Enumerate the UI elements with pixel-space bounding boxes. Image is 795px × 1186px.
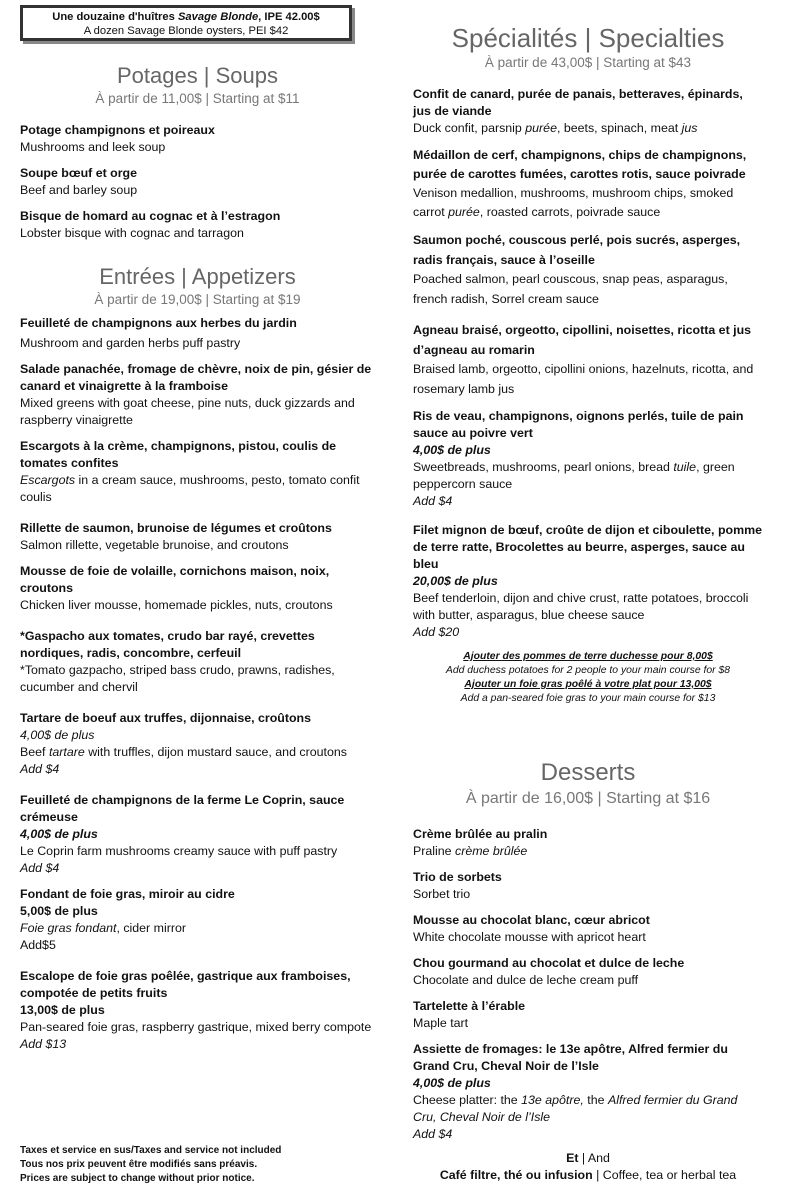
item-en: Mushrooms and leek soup bbox=[20, 140, 166, 154]
note-line: Ajouter un foie gras poêlé à votre plat pour 13,00$ bbox=[464, 679, 712, 690]
menu-item bbox=[20, 792, 375, 877]
drinks-line-1: Et | And bbox=[566, 1151, 610, 1165]
item-en: Salmon rillette, vegetable brunoise, and croutons bbox=[20, 538, 289, 552]
item-fr: Salade panachée, fromage de chèvre, noix de pin, gésier de canard et vinaigrette à la framboise bbox=[20, 362, 372, 393]
item-en: Maple tart bbox=[413, 1016, 469, 1030]
item-en: Mixed greens with goat cheese, pine nuts, duck gizzards and raspberry vinaigrette bbox=[20, 396, 355, 427]
item-add: Add $4 bbox=[413, 1127, 453, 1141]
specialties-title: Spécialités | Specialties bbox=[451, 23, 725, 53]
note-line: Add a pan-seared foie gras to your main course for $13 bbox=[460, 693, 716, 704]
drinks-line-2: Café filtre, thé ou infusion | Coffee, tea or herbal tea bbox=[439, 1168, 737, 1182]
appetizers-title: Entrées | Appetizers bbox=[99, 264, 296, 289]
item-en: Beef tenderloin, dijon and chive crust, ratte potatoes, broccoli with butter, asparagus, blue cheese sauce bbox=[413, 591, 749, 622]
item-supplement: 4,00$ de plus bbox=[413, 443, 491, 457]
tax-footer bbox=[20, 1144, 281, 1186]
item-en: White chocolate mousse with apricot heart bbox=[413, 930, 646, 944]
drinks-footer bbox=[413, 1150, 763, 1184]
item-supplement: 5,00$ de plus bbox=[20, 904, 98, 918]
item-en: Lobster bisque with cognac and tarragon bbox=[20, 226, 244, 240]
oyster-en: A dozen Savage Blonde oysters, PEI $42 bbox=[83, 25, 289, 37]
item-en: Poached salmon, pearl couscous, snap peas, asparagus, french radish, Sorrel cream sauce bbox=[413, 272, 728, 306]
item-en: Cheese platter: the 13e apôtre, the Alfred fermier du Grand Cru, Cheval Noir de l’Isle bbox=[413, 1093, 738, 1124]
item-en: Chocolate and dulce de leche cream puff bbox=[413, 973, 639, 987]
item-fr: Mousse de foie de volaille, cornichons maison, noix, croutons bbox=[20, 564, 330, 595]
item-add: Add $4 bbox=[20, 861, 60, 875]
menu-item bbox=[413, 1041, 763, 1143]
menu-item bbox=[20, 520, 375, 554]
item-fr: Chou gourmand au chocolat et dulce de leche bbox=[413, 956, 685, 970]
item-add: Add $4 bbox=[20, 762, 60, 776]
item-en: Beef tartare with truffles, dijon mustard sauce, and croutons bbox=[20, 745, 347, 759]
item-fr: Fondant de foie gras, miroir au cidre bbox=[20, 887, 235, 901]
right-column bbox=[413, 0, 763, 1152]
appetizers-price: À partir de 19,00$ | Starting at $19 bbox=[94, 292, 301, 307]
item-fr: Soupe bœuf et orge bbox=[20, 166, 138, 180]
footer-line: Taxes et service en sus/Taxes and service not included bbox=[20, 1145, 282, 1156]
item-fr: Crème brûlée au pralin bbox=[413, 827, 548, 841]
footer-line: Tous nos prix peuvent être modifiés sans préavis. bbox=[20, 1159, 258, 1170]
item-en: Pan-seared foie gras, raspberry gastrique, mixed berry compote bbox=[20, 1020, 372, 1034]
item-fr: Assiette de fromages: le 13e apôtre, Alfred fermier du Grand Cru, Cheval Noir de l’Isle bbox=[413, 1042, 728, 1073]
menu-item bbox=[413, 869, 763, 903]
item-en: Braised lamb, orgeotto, cipollini onions, hazelnuts, ricotta, and rosemary lamb jus bbox=[413, 362, 754, 396]
menu-item bbox=[413, 826, 763, 860]
item-fr: Feuilleté de champignons de la ferme Le Coprin, sauce crémeuse bbox=[20, 793, 345, 824]
menu-item bbox=[413, 955, 763, 989]
item-fr: Potage champignons et poireaux bbox=[20, 123, 215, 137]
footer-line: Prices are subject to change without prior notice. bbox=[20, 1173, 255, 1184]
item-fr: Saumon poché, couscous perlé, pois sucrés, asperges, radis français, sauce à l’oseille bbox=[413, 233, 741, 267]
item-add: Add $20 bbox=[413, 625, 460, 639]
specialties-price: À partir de 43,00$ | Starting at $43 bbox=[484, 55, 692, 70]
item-fr: Ris de veau, champignons, oignons perlés, tuile de pain sauce au poivre vert bbox=[413, 409, 744, 440]
left-column bbox=[20, 0, 375, 1062]
item-en: Duck confit, parsnip purée, beets, spinach, meat jus bbox=[413, 121, 698, 135]
item-fr: Médaillon de cerf, champignons, chips de champignons, purée de carottes fumées, carottes rotis, sauce poivrade bbox=[413, 148, 747, 181]
item-fr: Mousse au chocolat blanc, cœur abricot bbox=[413, 913, 650, 927]
item-en: Chicken liver mousse, homemade pickles, nuts, croutons bbox=[20, 598, 333, 612]
desserts-price: À partir de 16,00$ | Starting at $16 bbox=[465, 790, 711, 807]
item-en: *Tomato gazpacho, striped bass crudo, prawns, radishes, cucumber and chervil bbox=[20, 663, 335, 694]
item-supplement: 13,00$ de plus bbox=[20, 1003, 105, 1017]
menu-item bbox=[20, 710, 375, 778]
item-add: Add $13 bbox=[20, 1037, 67, 1051]
soups-price: À partir de 11,00$ | Starting at $11 bbox=[95, 91, 300, 106]
item-fr: Bisque de homard au cognac et à l’estragon bbox=[20, 209, 281, 223]
item-fr: Filet mignon de bœuf, croûte de dijon et ciboulette, pomme de terre ratte, Brocolettes au beurre, asperges, sauce au bleu bbox=[413, 523, 763, 571]
note-line: Add duchess potatoes for 2 people to your main course for $8 bbox=[445, 665, 731, 676]
menu-item bbox=[20, 886, 375, 954]
item-supplement: 20,00$ de plus bbox=[413, 574, 498, 588]
item-fr: Feuilleté de champignons aux herbes du jardin bbox=[20, 316, 297, 330]
item-fr: Agneau braisé, orgeotto, cipollini, noisettes, ricotta et jus d’agneau au romarin bbox=[413, 323, 752, 357]
menu-item bbox=[413, 522, 763, 641]
item-fr: Tartare de boeuf aux truffes, dijonnaise, croûtons bbox=[20, 711, 311, 725]
item-en: Escargots in a cream sauce, mushrooms, pesto, tomato confit coulis bbox=[20, 473, 360, 504]
menu-item bbox=[20, 628, 375, 696]
menu-item bbox=[413, 912, 763, 946]
menu-item bbox=[20, 563, 375, 614]
menu-item bbox=[20, 361, 375, 429]
item-fr: *Gaspacho aux tomates, crudo bar rayé, crevettes nordiques, radis, concombre, cerfeuil bbox=[20, 629, 315, 660]
menu-item bbox=[413, 408, 763, 510]
item-add: Add $4 bbox=[413, 494, 453, 508]
item-en: Le Coprin farm mushrooms creamy sauce with puff pastry bbox=[20, 844, 338, 858]
menu-item bbox=[413, 146, 763, 222]
specialties-notes bbox=[413, 650, 763, 706]
item-add: Add$5 bbox=[20, 938, 56, 952]
item-supplement: 4,00$ de plus bbox=[413, 1076, 491, 1090]
item-fr: Escargots à la crème, champignons, pistou, coulis de tomates confites bbox=[20, 439, 337, 470]
menu-item bbox=[20, 968, 375, 1053]
item-en: Sweetbreads, mushrooms, pearl onions, bread tuile, green peppercorn sauce bbox=[413, 460, 735, 491]
item-en: Venison medallion, mushrooms, mushroom chips, smoked carrot purée, roasted carrots, poivrade sauce bbox=[413, 186, 734, 219]
menu-item bbox=[413, 86, 763, 137]
menu-item bbox=[20, 315, 375, 352]
oyster-fr: Une douzaine d'huîtres Savage Blonde, IPE 42.00$ bbox=[52, 11, 320, 23]
item-fr: Escalope de foie gras poêlée, gastrique aux framboises, compotée de petits fruits bbox=[20, 969, 351, 1000]
desserts-title: Desserts bbox=[540, 759, 636, 786]
menu-item bbox=[413, 321, 763, 399]
menu-item bbox=[413, 231, 763, 309]
item-en: Sorbet trio bbox=[413, 887, 471, 901]
menu-item bbox=[20, 122, 375, 156]
note-line: Ajouter des pommes de terre duchesse pour 8,00$ bbox=[463, 651, 713, 662]
item-fr: Trio de sorbets bbox=[413, 870, 502, 884]
item-fr: Rillette de saumon, brunoise de légumes et croûtons bbox=[20, 521, 332, 535]
item-supplement: 4,00$ de plus bbox=[20, 827, 98, 841]
menu-item bbox=[20, 438, 375, 506]
item-en: Mushroom and garden herbs puff pastry bbox=[20, 336, 241, 350]
menu-item bbox=[20, 165, 375, 199]
item-supplement: 4,00$ de plus bbox=[20, 728, 95, 742]
soups-title: Potages | Soups bbox=[116, 63, 279, 88]
item-fr: Tartelette à l’érable bbox=[413, 999, 526, 1013]
item-en: Praline crème brûlée bbox=[413, 844, 528, 858]
item-en: Foie gras fondant, cider mirror bbox=[20, 921, 186, 935]
menu-item bbox=[413, 998, 763, 1032]
item-en: Beef and barley soup bbox=[20, 183, 138, 197]
menu-item bbox=[20, 208, 375, 242]
item-fr: Confit de canard, purée de panais, betteraves, épinards, jus de viande bbox=[413, 87, 743, 118]
